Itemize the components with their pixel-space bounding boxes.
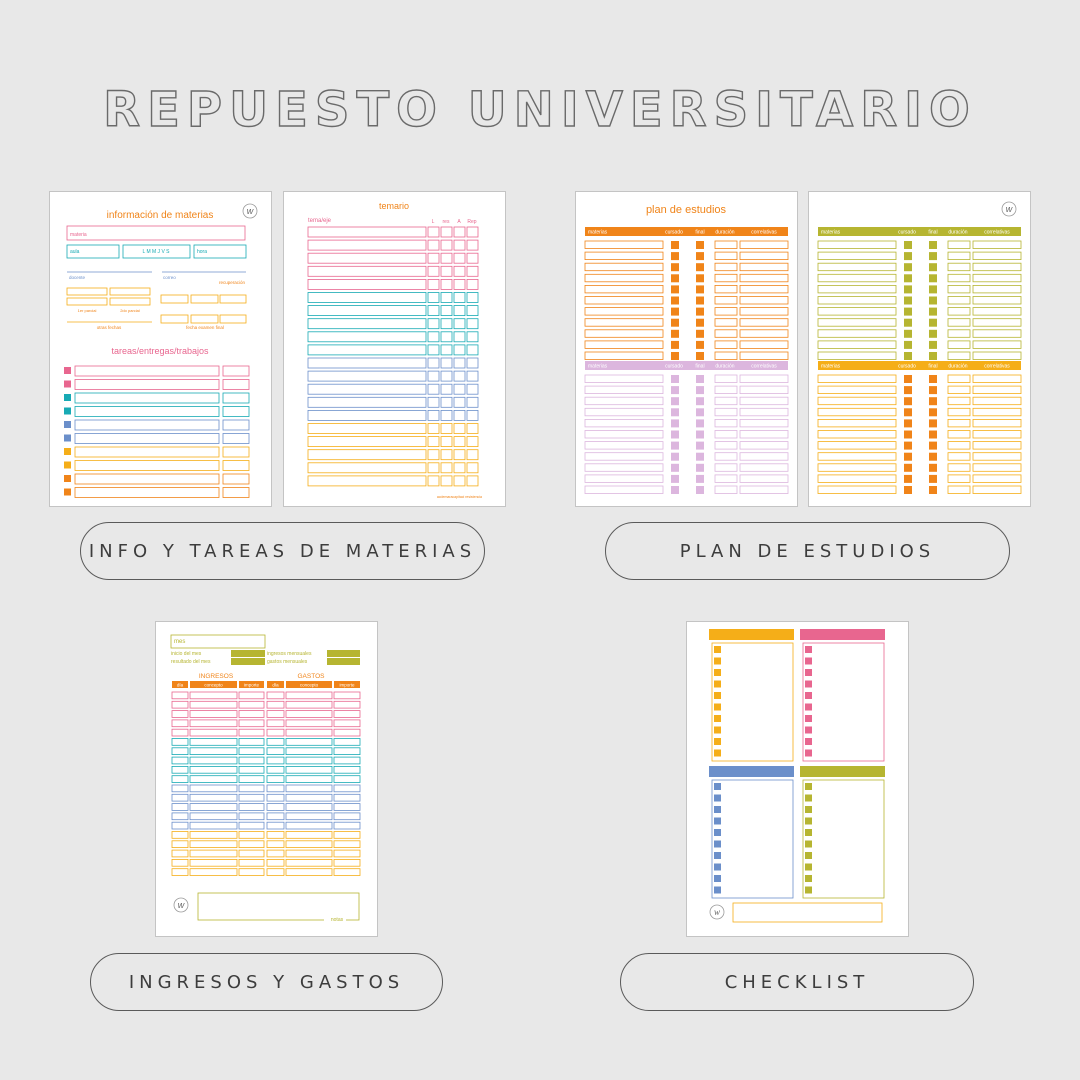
col-tema: tema/eje [308, 218, 332, 224]
parcial-1-label: 1er parcial [77, 308, 97, 313]
notas-label: notas [330, 917, 344, 923]
gastos-mensuales-label: gastos mensuales [267, 659, 308, 665]
svg-text:correlativas: correlativas [984, 363, 1010, 370]
logo-icon [174, 898, 188, 912]
svg-text:importe: importe [339, 682, 355, 688]
svg-text:w: w [177, 900, 185, 910]
recuperacion-label: recuperación [218, 280, 245, 285]
plan-estudios-button[interactable]: PLAN DE ESTUDIOS [605, 522, 1010, 580]
temario-heading: temario [378, 201, 410, 211]
svg-text:materias: materias [821, 229, 841, 236]
logo-icon [243, 204, 257, 218]
svg-text:w: w [246, 206, 254, 216]
svg-text:correlativas: correlativas [751, 363, 777, 370]
correo-label: correo [163, 275, 176, 280]
mes-label: mes [174, 639, 186, 645]
svg-text:final: final [928, 363, 938, 370]
svg-text:duración: duración [948, 229, 968, 236]
checklist-sheet [687, 622, 908, 936]
temario-rows [308, 227, 478, 486]
logo-icon [1002, 202, 1016, 216]
plan-estudios-sheet-2 [809, 192, 1030, 506]
docente-label: docente [69, 275, 86, 280]
svg-text:cursado: cursado [898, 229, 916, 236]
svg-text:correlativas: correlativas [984, 229, 1010, 236]
svg-text:final: final [695, 363, 705, 370]
ingresos-gastos-sheet-drawing [156, 622, 377, 936]
plan-heading: plan de estudios [645, 204, 727, 216]
gastos-heading: GASTOS [297, 673, 325, 680]
plan-estudios-sheet [576, 192, 797, 506]
temario-sheet [284, 192, 505, 506]
info-materias-sheet-drawing [50, 192, 271, 506]
col-a: A [457, 219, 461, 225]
svg-text:concepto: concepto [204, 682, 223, 688]
checklist-button[interactable]: CHECKLIST [620, 953, 974, 1011]
otras-fechas-label: otras fechas [96, 325, 122, 330]
svg-text:w: w [1005, 204, 1013, 214]
svg-text:materias: materias [588, 363, 608, 370]
hora-label: hora [197, 249, 208, 255]
svg-text:duración: duración [715, 229, 735, 236]
plan-estudios-sheet-drawing [576, 192, 797, 506]
tasks-heading: tareas/entregas/trabajos [111, 346, 209, 356]
days-label: L M M J V S [142, 249, 170, 255]
checklist-sheet-drawing [687, 622, 908, 936]
ingresos-mensuales-label: ingresos mensuales [267, 651, 312, 657]
svg-text:final: final [695, 229, 705, 236]
svg-text:día: día [272, 682, 279, 688]
ingresos-gastos-sheet [156, 622, 377, 936]
svg-text:duración: duración [948, 363, 968, 370]
ingresos-gastos-button[interactable]: INGRESOS Y GASTOS [90, 953, 443, 1011]
materia-label: materia [70, 232, 87, 238]
svg-text:día: día [176, 682, 184, 688]
svg-text:cursado: cursado [898, 363, 916, 370]
tasks-list [64, 366, 249, 498]
fecha-examen-label: fecha examen final [186, 325, 224, 330]
aula-label: aula [70, 249, 80, 255]
svg-text:cursado: cursado [665, 229, 683, 236]
svg-text:cursado: cursado [665, 363, 683, 370]
svg-text:w: w [713, 907, 721, 917]
info-materias-sheet [50, 192, 271, 506]
info-heading: información de materias [106, 210, 214, 221]
page-title: REPUESTO UNIVERSITARIO [103, 82, 977, 138]
col-res: res [442, 219, 450, 225]
inicio-mes-label: inicio del mes [171, 651, 202, 657]
temario-sheet-drawing [284, 192, 505, 506]
col-rep: Rep [467, 219, 477, 225]
svg-text:materias: materias [588, 229, 608, 236]
col-l: L [431, 219, 435, 225]
parcial-2-label: 2do parcial [120, 308, 140, 313]
svg-text:materias: materias [821, 363, 841, 370]
info-tareas-button[interactable]: INFO Y TAREAS DE MATERIAS [80, 522, 485, 580]
ingresos-heading: INGRESOS [198, 673, 234, 680]
resultado-mes-label: resultado del mes [171, 659, 211, 665]
temario-footer: acdemaracapitaci resistencia [436, 495, 482, 499]
svg-text:final: final [928, 229, 938, 236]
svg-text:importe: importe [243, 682, 260, 688]
logo-icon [710, 905, 724, 919]
plan-estudios-sheet-2-drawing [809, 192, 1030, 506]
svg-text:correlativas: correlativas [751, 229, 777, 236]
svg-text:duración: duración [715, 363, 735, 370]
svg-text:concepto: concepto [299, 682, 319, 688]
